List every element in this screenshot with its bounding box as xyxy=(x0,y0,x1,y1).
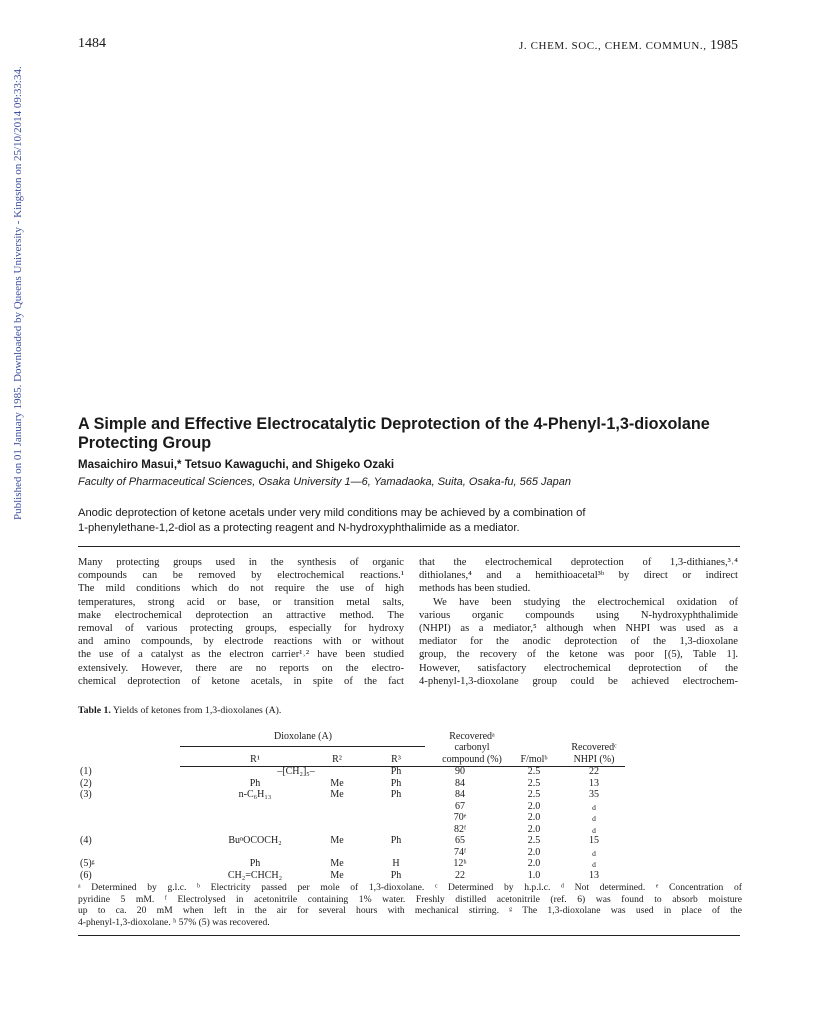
table-cell-nhpi: 15 xyxy=(589,835,599,846)
table-group-rule xyxy=(180,746,425,747)
table-cell-r1: Ph xyxy=(249,777,261,789)
body-line: various organic compounds using N-hydroxyphthalimide xyxy=(419,609,738,621)
table-header-rule xyxy=(180,766,625,767)
article-title-line-2: Protecting Group xyxy=(78,434,212,452)
footnote-line: 4-phenyl-1,3-dioxolane. ʰ 57% (5) was recovered. xyxy=(78,916,270,928)
table-cell-r1: CH₂=CHCH₂ xyxy=(227,869,283,881)
body-line: extensively. However, there are no reports on the electro- xyxy=(78,662,404,674)
table-cell-r1: n-C₆H₁₃ xyxy=(238,789,272,800)
table-header-r2: R² xyxy=(332,754,342,765)
table-cell-r3: Ph xyxy=(390,766,402,777)
table-cell-nhpi: d xyxy=(592,860,596,869)
table-cell-f-mol: 2.5 xyxy=(527,766,541,777)
table-footnotes xyxy=(78,882,742,928)
body-line: dithiolanes,⁴ and a hemithioacetal³ᵇ by direct or indirect xyxy=(419,570,738,582)
table-header-r3: R³ xyxy=(391,754,401,765)
download-notice-text[interactable]: Published on 01 January 1985. Downloaded by Queens University - Kingston on 25/10/2014 09:33:34. xyxy=(12,66,24,520)
body-line: 4-phenyl-1,3-dioxolane group could be achieved electrochem- xyxy=(419,675,738,687)
footer-rule xyxy=(78,935,740,936)
table-cell-compound: (1) xyxy=(80,766,92,777)
body-line: make electrochemical deprotection an attractive method. The xyxy=(78,609,404,621)
table-cell-f-mol: 2.5 xyxy=(527,789,541,800)
table-cell-nhpi: 35 xyxy=(589,789,599,800)
table-cell-compound: (3) xyxy=(80,789,92,800)
table-caption-label: Table 1. xyxy=(78,705,111,716)
table-cell-yield: 82ᶠ xyxy=(453,823,467,835)
table-header-r1: R¹ xyxy=(250,754,260,765)
body-line: methods has been studied. xyxy=(419,583,531,595)
table-cell-nhpi: 22 xyxy=(589,766,599,777)
body-line: mediator for the anodic deprotection of the 1,3-dioxolane xyxy=(419,636,738,648)
body-column-left xyxy=(78,556,404,688)
table-cell-compound: (2) xyxy=(80,777,92,789)
table-cell-nhpi: d xyxy=(592,814,596,823)
table-cell-yield: 84 xyxy=(455,777,465,789)
article-affiliation: Faculty of Pharmaceutical Sciences, Osaka University 1—6, Yamadaoka, Suita, Osaka-fu, 565 Japan xyxy=(78,476,572,488)
body-line: The mild conditions which do not require the use of high xyxy=(78,583,404,595)
table-cell-yield: 84 xyxy=(455,789,465,800)
table-header-recovered-nhpi: Recoveredᶜ xyxy=(571,742,617,753)
table-cell-nhpi: d xyxy=(592,825,596,835)
article-abstract xyxy=(78,506,753,536)
table-cell-f-mol: 2.0 xyxy=(527,858,541,869)
table-header-recovered-carbonyl: compound (%) xyxy=(442,754,502,765)
table-cell-r3: Ph xyxy=(390,835,402,846)
table-cell-f-mol: 2.0 xyxy=(527,823,541,835)
table-cell-f-mol: 2.5 xyxy=(527,835,541,846)
table-cell-compound: (6) xyxy=(80,869,92,881)
journal-name: J. CHEM. SOC., CHEM. COMMUN., xyxy=(519,40,707,52)
body-line: However, satisfactory electrochemical deprotection of the xyxy=(419,662,738,674)
body-line: group, the recovery of the ketone was poor [(5), Table 1]. xyxy=(419,649,738,661)
table-cell-r1: BuⁿOCOCH₂ xyxy=(228,835,282,846)
table-cell-r2: Me xyxy=(330,789,344,800)
abstract-rule xyxy=(78,546,740,547)
table-cell-r2: Me xyxy=(330,869,344,881)
footnote-line: pyridine 5 mM. ᶠ Electrolysed in acetonitrile containing 1% water. Freshly distilled acetonitrile (ref. 6) was found to absorb moisture xyxy=(78,893,742,905)
abstract-line-1: Anodic deprotection of ketone acetals under very mild conditions may be achieved by a combination of xyxy=(78,507,586,519)
table-cell-f-mol: 2.5 xyxy=(527,777,541,789)
table-cell-yield: 67 xyxy=(455,800,465,812)
table-cell-yield: 22 xyxy=(455,869,465,881)
table-cell-f-mol: 1.0 xyxy=(527,869,541,881)
table-cell-nhpi: d xyxy=(592,802,596,812)
body-line: and amino compounds, by electrode reactions with or without xyxy=(78,636,404,648)
table-cell-f-mol: 2.0 xyxy=(527,812,541,823)
abstract-line-2: 1-phenylethane-1,2-diol as a protecting reagent and N-hydroxyphthalimide as a mediator. xyxy=(78,522,520,534)
body-column-right xyxy=(419,556,738,688)
table-cell-nhpi: d xyxy=(592,848,596,858)
table-cell-yield: 12ʰ xyxy=(453,858,467,869)
table-cell-r3: Ph xyxy=(390,869,402,881)
body-line: temperatures, strong acid or base, or transition metal salts, xyxy=(78,596,404,608)
body-line: (NHPI) as a mediator,⁵ although when NHPI was used as a xyxy=(419,623,738,635)
table-cell-r2: Me xyxy=(330,777,344,789)
page-number: 1484 xyxy=(78,36,106,51)
body-line: removal of various protecting groups, especially for hydroxy xyxy=(78,623,404,635)
table-cell-compound: (4) xyxy=(80,835,92,846)
table-cell-r2: Me xyxy=(330,835,344,846)
footnote-line: up to ca. 20 mM when left in the air for several hours with mechanical stirring. ᵍ The 1,3-dioxolane was used in place of the xyxy=(78,905,742,916)
journal-running-head xyxy=(519,38,738,54)
table-cell-yield: 90 xyxy=(455,766,465,777)
body-line: that the electrochemical deprotection of 1,3-dithianes,³˒⁴ xyxy=(419,557,738,568)
footnote-line: ᵃ Determined by g.l.c. ᵇ Electricity passed per mole of 1,3-dioxolane. ᶜ Determined by h.p.l.c. ᵈ Not determined. ᵉ Concentration of xyxy=(78,882,742,893)
article-title-line-1: A Simple and Effective Electrocatalytic Deprotection of the 4-Phenyl-1,3-dioxolane xyxy=(78,415,710,433)
body-line: Many protecting groups used in the synthesis of organic xyxy=(78,557,404,568)
table-cell-compound: (5)ᵍ xyxy=(80,858,95,869)
table-header-recovered-nhpi: NHPI (%) xyxy=(573,754,615,765)
table-cell-r3: Ph xyxy=(390,789,402,800)
table-cell-f-mol: 2.0 xyxy=(527,800,541,812)
table-caption-text: Yields of ketones from 1,3-dioxolanes (A). xyxy=(112,705,282,716)
table-cell-r2: Me xyxy=(330,858,344,869)
table-cell-yield: 65 xyxy=(455,835,465,846)
table-cell-r3: H xyxy=(392,858,400,869)
table-header-f-mol: F/molᵇ xyxy=(520,754,548,765)
journal-year: 1985 xyxy=(710,38,738,53)
article-title xyxy=(78,415,748,453)
article-authors: Masaichiro Masui,* Tetsuo Kawaguchi, and Shigeko Ozaki xyxy=(78,459,395,471)
table-caption xyxy=(78,705,281,716)
table-cell-f-mol: 2.0 xyxy=(527,846,541,858)
table-cell-r1: Ph xyxy=(249,858,261,869)
table-group-header: Dioxolane (A) xyxy=(273,731,333,742)
table-cell-yield: 70ᵉ xyxy=(453,812,467,823)
table-header-recovered-carbonyl: Recoveredᵃ xyxy=(449,731,495,742)
body-line: We have been studying the electrochemical oxidation of xyxy=(433,596,738,608)
table-cell-r1: –[CH₂]₅– xyxy=(277,766,315,777)
body-line: compounds can be removed by electrochemical reactions.¹ xyxy=(78,570,404,582)
table-cell-nhpi: 13 xyxy=(589,869,599,881)
body-line: the use of a catalyst as the electron carrier¹˒² have been studied xyxy=(78,649,404,661)
table-cell-nhpi: 13 xyxy=(589,777,599,789)
table-cell-yield: 74ᶠ xyxy=(453,846,467,858)
table-cell-r3: Ph xyxy=(390,777,402,789)
body-line: chemical deprotection of ketone acetals, in spite of the fact xyxy=(78,675,404,687)
table-header-recovered-carbonyl: carbonyl xyxy=(454,742,490,753)
